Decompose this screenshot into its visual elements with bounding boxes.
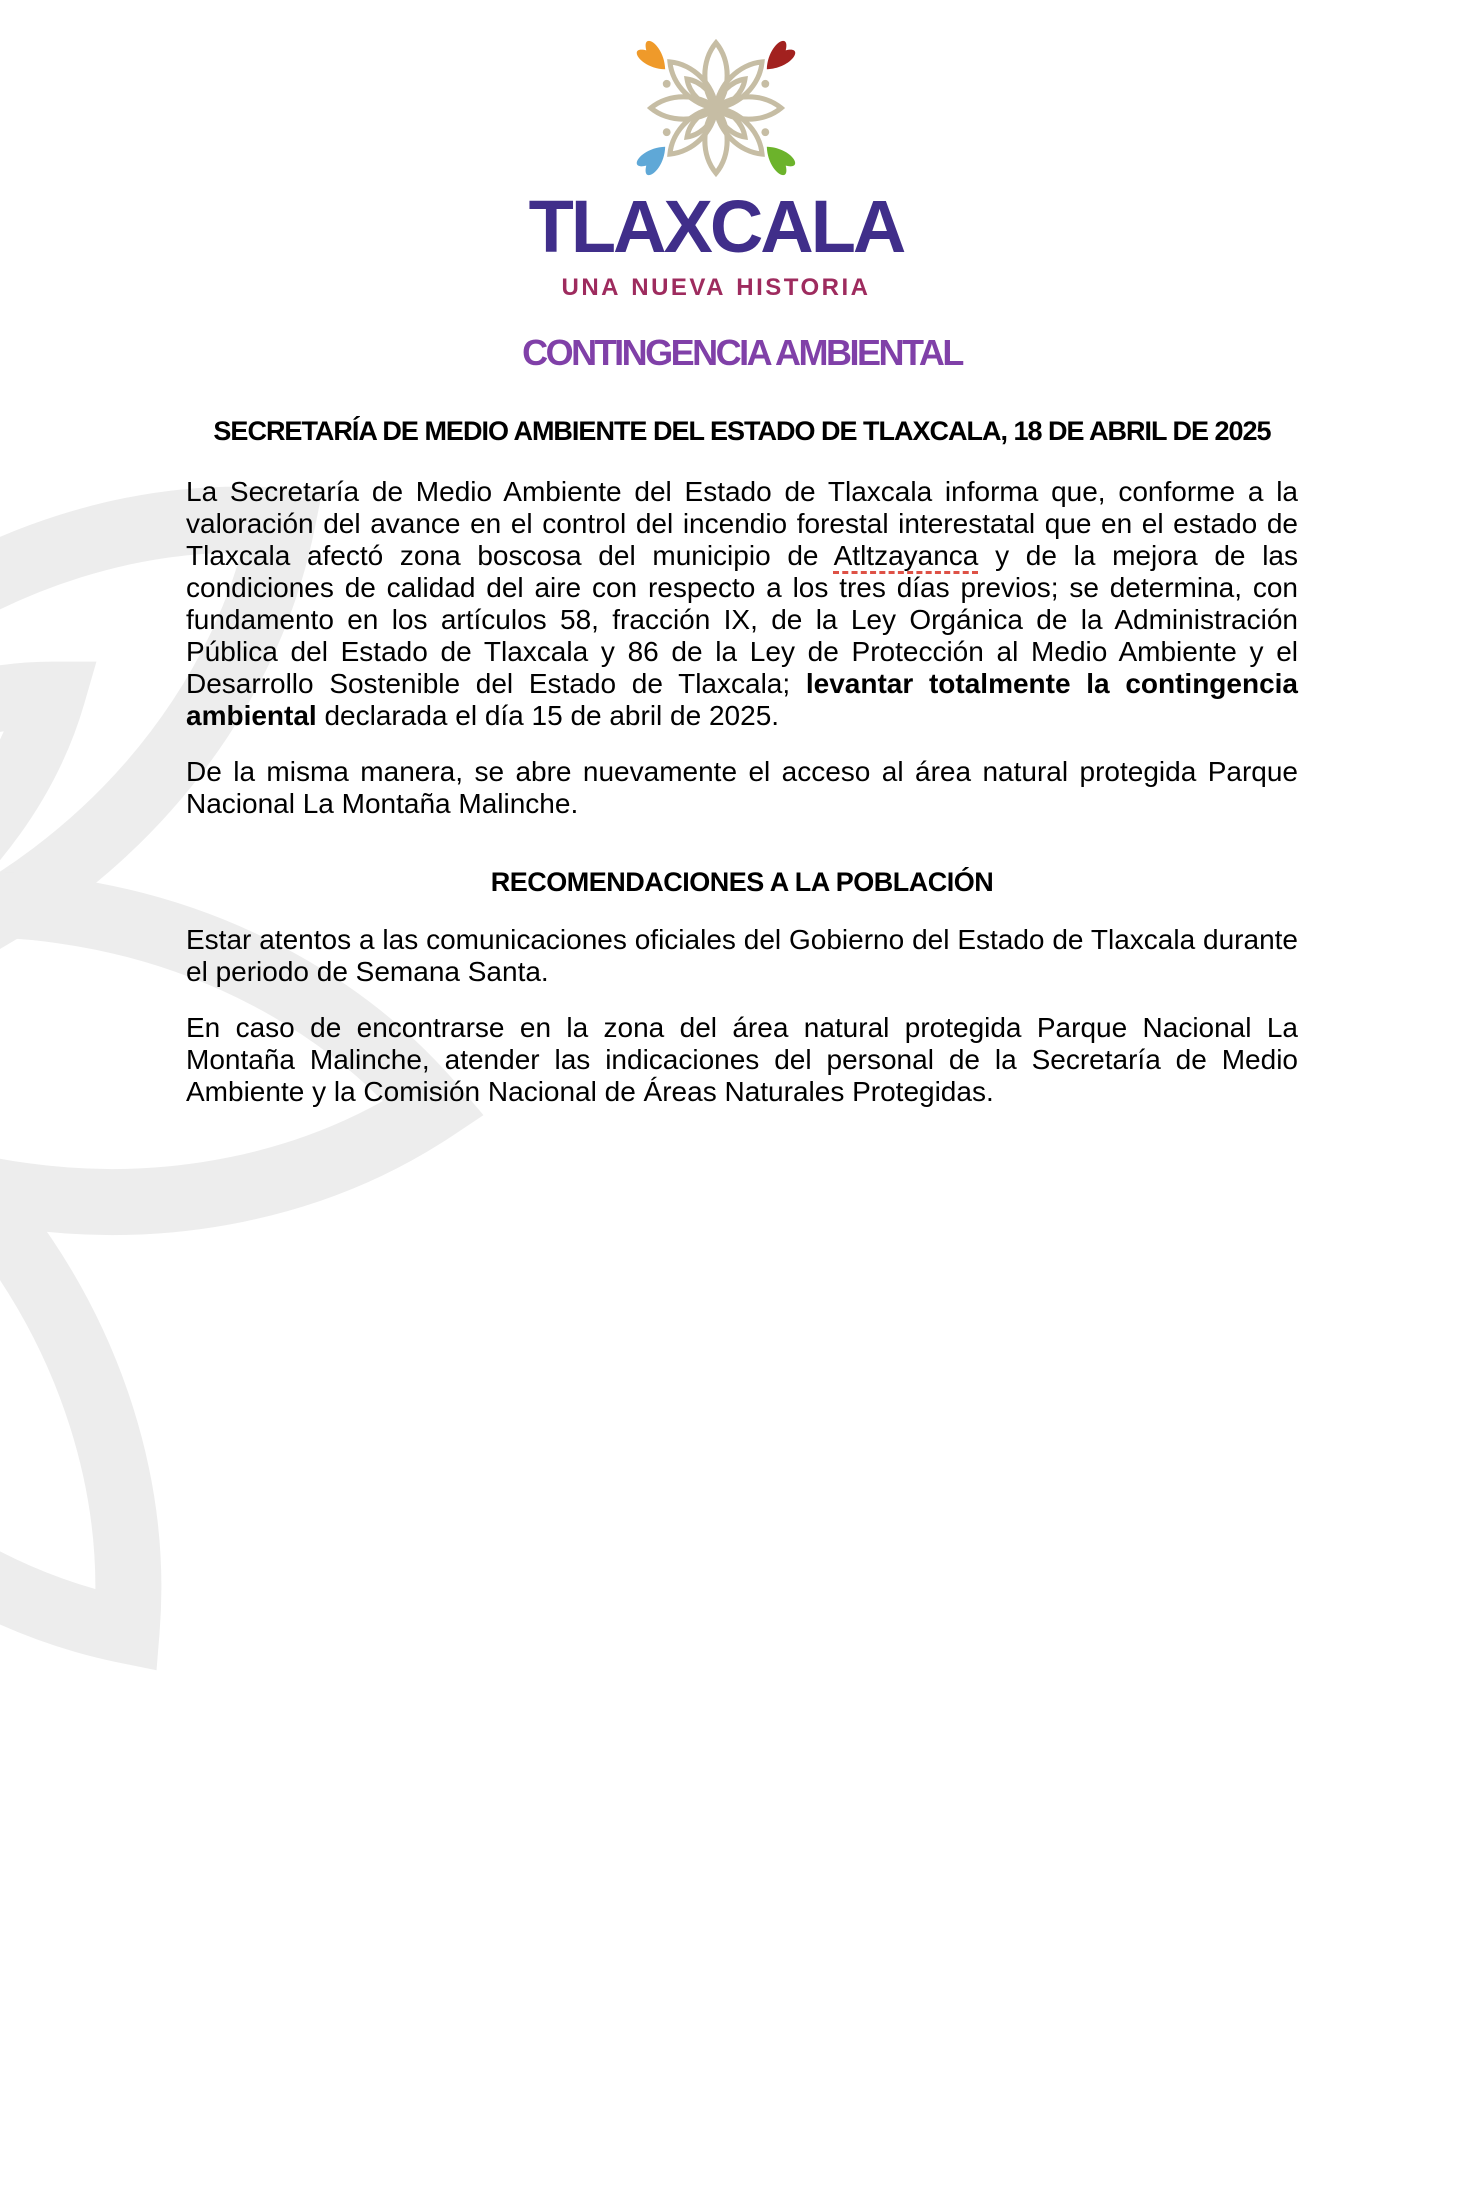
misspelled-word: Atltzayanca (833, 540, 979, 571)
logo-wordmark: TLAXCALA (528, 185, 904, 268)
paragraph-2: De la misma manera, se abre nuevamente el acceso al área natural protegida Parque Nacional La Montaña Malinche. (186, 756, 1298, 819)
page-root (0, 28, 1484, 1244)
logo-tagline: UNA NUEVA HISTORIA (561, 274, 871, 301)
document-title: CONTINGENCIA AMBIENTAL (522, 332, 962, 373)
document-body (186, 476, 1298, 1108)
section-heading: RECOMENDACIONES A LA POBLACIÓN (490, 867, 994, 897)
tlaxcala-logo (0, 28, 1484, 302)
paragraph-1-text-c: declarada el día 15 de abril de 2025. (316, 700, 780, 731)
paragraph-3: Estar atentos a las comunicaciones oficiales del Gobierno del Estado de Tlaxcala durante el periodo de Semana Santa. (186, 924, 1298, 987)
paragraph-1 (186, 476, 1298, 732)
accent-green (759, 139, 797, 177)
document-heading: SECRETARÍA DE MEDIO AMBIENTE DEL ESTADO DE TLAXCALA, 18 DE ABRIL DE 2025 (213, 416, 1271, 446)
paragraph-1-text-b: y de la mejora de las condiciones de calidad del aire con respecto a los tres días previos; se determina, con fundamento en los artículos 58, fracción IX, de la Ley Orgánica de la Administración Pública del Estado de Tlaxcala y 86 de la Ley de Protección al Medio Ambiente y el Desarrollo Sostenible del Estado de Tlaxcala; (186, 540, 1298, 699)
paragraph-4: En caso de encontrarse en la zona del área natural protegida Parque Nacional La Montaña Malinche, atender las indicaciones del personal de la Secretaría de Medio Ambiente y la Comisión Nacional de Áreas Naturales Protegidas. (186, 1012, 1298, 1107)
bold-phrase: levantar totalmente la contingencia ambiental (186, 668, 1299, 731)
paragraph-1-text-a: La Secretaría de Medio Ambiente del Estado de Tlaxcala informa que, conforme a la valoración del avance en el control del incendio forestal interestatal que en el estado de Tlaxcala afectó zona boscosa del municipio de (186, 476, 1298, 571)
tlaxcala-flower-icon (609, 28, 823, 188)
accent-red (759, 39, 797, 77)
accent-blue (635, 139, 673, 177)
press-release-document (0, 28, 1484, 1108)
accent-orange (635, 39, 673, 77)
